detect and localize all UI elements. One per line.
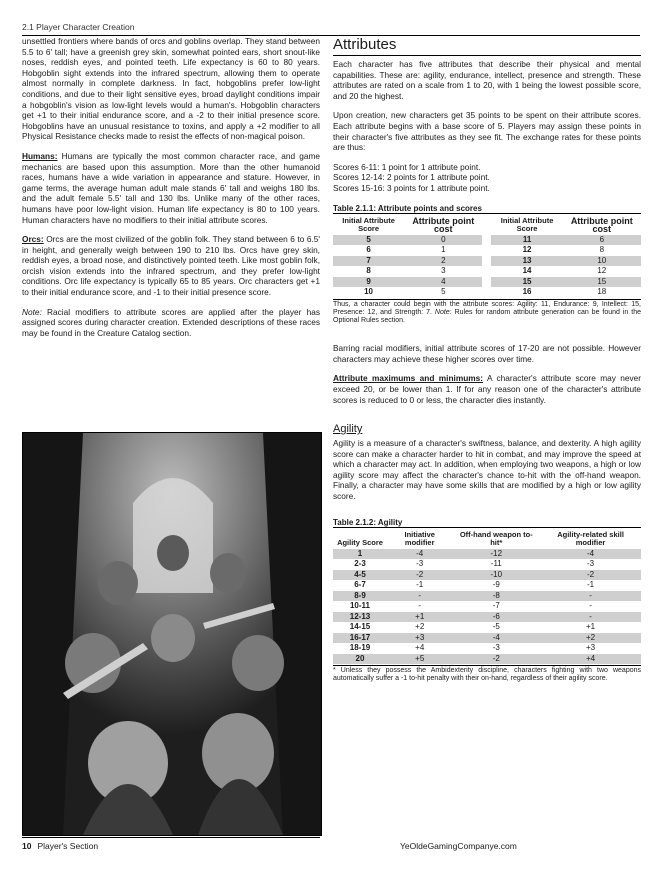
- table2-header: Agility Score: [337, 538, 383, 548]
- table2-cell: -2: [452, 654, 540, 665]
- table2-row: [333, 601, 641, 612]
- table2-cell: +3: [586, 643, 596, 653]
- table1-spacer: [482, 277, 491, 288]
- table2-cell: -10: [452, 570, 540, 581]
- maxmin-text: A character's attribute score may never exceed 20, or be lower than 1. If for any reason one of the character's attribute scores is reduced to 0 or less, the character dies instantly.: [333, 373, 641, 405]
- table1-row: [333, 277, 641, 288]
- footer-section: Player's Section: [37, 841, 99, 851]
- fantasy-illustration: [22, 432, 322, 836]
- attribute-points-table: [333, 216, 641, 298]
- table1-cell: 5: [333, 235, 404, 246]
- table1-cell: 15: [563, 277, 641, 288]
- table1-cell: 14: [522, 266, 532, 276]
- attribute-limits-paragraph: Barring racial modifiers, initial attribute scores of 17-20 are not possible. However characters may achieve these higher scores over time.: [333, 343, 641, 364]
- page-number: 10: [22, 841, 32, 851]
- table2-cell: +3: [387, 633, 452, 644]
- table1-cell: 10: [563, 256, 641, 267]
- table2-caption: Table 2.1.2: Agility: [333, 518, 641, 528]
- table2-note: * Unless they possess the Ambidexterity discipline, characters fighting with two weapons automatically suffer a -1 to-hit penalty with their on-hand, regardless of their agility score.: [333, 667, 641, 683]
- orcs-label: Orcs:: [22, 234, 44, 245]
- table1-cell: 8: [599, 245, 605, 255]
- table1-note: [333, 299, 641, 326]
- table1-row: [333, 235, 641, 246]
- table1-spacer: [482, 266, 491, 277]
- humans-label: Humans:: [22, 150, 58, 161]
- table1-row: [333, 287, 641, 298]
- table2-cell: 6-7: [354, 580, 366, 590]
- footer-rule: [22, 837, 320, 838]
- table1-spacer: [482, 216, 491, 235]
- table2-header: Agility-related skill modifier: [557, 529, 624, 548]
- table2-cell: -11: [490, 559, 502, 569]
- table2-cell: +4: [415, 643, 425, 653]
- table2-cell: -1: [416, 580, 424, 590]
- table2-cell: 8-9: [333, 591, 387, 602]
- table2-row: [333, 559, 641, 570]
- table2-cell: -: [540, 591, 641, 602]
- table2-cell: -7: [492, 601, 500, 611]
- table1-cell: 4: [404, 277, 482, 288]
- table1-cell: 15: [491, 277, 562, 288]
- table1-cell: 0: [404, 235, 482, 246]
- table1-caption: Table 2.1.1: Attribute points and scores: [333, 204, 641, 214]
- table2-cell: -: [540, 612, 641, 623]
- table2-row: [333, 591, 641, 602]
- table1-note-text-2: Rules for random attribute generation can be found in the Optional Rules section.: [333, 308, 641, 324]
- table1-header: Attribute point cost: [570, 215, 633, 235]
- table1-body: [333, 235, 641, 298]
- table1-cell: 5: [441, 287, 446, 297]
- table2-cell: -4: [540, 549, 641, 560]
- table1-cell: 8: [366, 266, 371, 276]
- table2-cell: -: [418, 601, 422, 611]
- table1-header: Attribute point cost: [412, 215, 475, 235]
- orcs-paragraph: [22, 234, 320, 298]
- hobgoblin-paragraph: unsettled frontiers where bands of orcs and goblins overlap. They stand between 5.5 to 6' tall; have a greenish grey skin, somewhat pointed ears, short snout-like noses, reddish eyes, and pointed teeth. Life expectancy is 60 to 80 years. Hobgoblin sight extends into the infrared spectrum, allowing them to operate almost normally in complete darkness. In fact, hobgoblins prefer low-light conditions, and due to their light sensitive eyes, broad daylight conditions impair a hobgoblin's vision as low-light levels would a human's. Hobgoblin characters get +1 to their initial endurance score, and a -2 to their initial presence score. Hobgoblins have an unusual resistance to toxins, and apply a +2 modifier to all Physical Resistance checks made to resist the effects of non-magical poison.: [22, 36, 320, 142]
- table2-cell: -3: [587, 559, 595, 569]
- table2-cell: -6: [452, 612, 540, 623]
- exchange-rate: Scores 12-14: 2 points for 1 attribute point.: [333, 172, 490, 183]
- table2-header: Off-hand weapon to-hit*: [459, 529, 533, 548]
- table2-row: [333, 643, 641, 654]
- attributes-points-paragraph: Upon creation, new characters get 35 points to be spent on their attribute scores. Each attribute begins with a base score of 5. Players may assign these points in their character's five attributes as they see fit. The exchange rates for these points are thus:: [333, 110, 641, 153]
- table1-row: [333, 245, 641, 256]
- agility-paragraph: Agility is a measure of a character's swiftness, balance, and dexterity. A high agility score can make a character harder to hit in combat, and may improve the speed at which a character may act. In addition, when employing two weapons, a high or low agility score may affect the character's chance to-hit with the off-hand weapon. Finally, a character may have some skills that are modified by a high or low agility score.: [333, 438, 641, 502]
- table1-spacer: [482, 245, 491, 256]
- table1-header: Initial Attribute Score: [342, 215, 395, 234]
- table1-cell: 12: [597, 266, 607, 276]
- table1-cell: 6: [563, 235, 641, 246]
- table2-cell: +4: [540, 654, 641, 665]
- footer-site: YeOldeGamingCompanye.com: [400, 841, 517, 851]
- table2-cell: -: [589, 601, 592, 611]
- table1-row: [333, 256, 641, 267]
- humans-text: Humans are typically the most common character race, and game mechanics are based upon this assumption. More than the other humanoid races, humans have a wide variation in appearance and stature. However, in game terms, the average human adult male stands 6' tall and weighs 180 lbs. and the adult female 5.5' tall and 130 lbs. Unlike many of the other races, humans have poor low-light vision. Human life expectancy is 80 to 100 years. Human characters have no modifiers to their initial attribute scores.: [22, 150, 320, 225]
- note-paragraph: [22, 307, 320, 339]
- table2-cell: -9: [492, 580, 500, 590]
- left-column: [22, 36, 320, 347]
- table2-row: [333, 549, 641, 560]
- exchange-rates: [333, 162, 641, 194]
- orcs-text: Orcs are the most civilized of the goblin folk. They stand between 6 to 6.5' in height, and generally weigh between 190 to 210 lbs. Orcs have grey skin, reddish eyes, a broad nose, and distinctively pointed teeth. Like most goblin folk, orcish vision extends into the infrared spectrum, and they prefer low-light conditions. Orc life expectancy is typically 65 to 85 years. Orc characters get +1 to their initial endurance score, and -1 to their initial presence score.: [22, 234, 320, 298]
- table2-cell: 2-3: [354, 559, 366, 569]
- table2-cell: -3: [492, 643, 500, 653]
- table2-cell: +2: [540, 633, 641, 644]
- table1-cell: 11: [491, 235, 562, 246]
- table2-cell: +1: [586, 622, 596, 632]
- table1-spacer: [482, 235, 491, 246]
- humans-paragraph: [22, 151, 320, 225]
- table2-cell: -4: [452, 633, 540, 644]
- table2-row: [333, 580, 641, 591]
- table1-note-text: Thus, a character could begin with the attribute scores: Agility: 11, Endurance: 9, Intellect: 15, Presence: 12, and Strength: 7.: [333, 300, 641, 316]
- table1-cell: 10: [364, 287, 374, 297]
- agility-table: [333, 530, 641, 665]
- table2-cell: 4-5: [333, 570, 387, 581]
- table2-cell: -: [387, 591, 452, 602]
- table2-cell: -8: [452, 591, 540, 602]
- footer-left: [22, 841, 98, 851]
- section-heading: 2.1 Player Character Creation: [22, 22, 135, 32]
- table1-row: [333, 266, 641, 277]
- table1-cell: 1: [441, 245, 446, 255]
- attributes-intro: Each character has five attributes that describe their physical and mental capabilities. These are: agility, endurance, intellect, presence and strength. These attributes are rated on a scale from 1 to 20, with 1 being the lowest possible score, and 20 the highest.: [333, 59, 641, 101]
- table1-cell: 3: [441, 266, 446, 276]
- table2-cell: 14-15: [349, 622, 371, 632]
- page-header: [22, 22, 640, 36]
- table1-spacer: [482, 287, 491, 298]
- table1-cell: 18: [597, 287, 607, 297]
- exchange-rate: Scores 6-11: 1 point for 1 attribute point.: [333, 161, 481, 172]
- table2-row: [333, 654, 641, 665]
- table2-cell: +1: [387, 612, 452, 623]
- table1-header: Initial Attribute Score: [500, 215, 554, 234]
- illustration-art: [23, 433, 321, 835]
- right-column: [333, 36, 641, 684]
- table2-cell: -4: [387, 549, 452, 560]
- table2-row: [333, 622, 641, 633]
- table2-cell: +5: [387, 654, 452, 665]
- agility-heading: Agility: [333, 423, 363, 436]
- table1-cell: 7: [333, 256, 404, 267]
- table2-cell: -5: [492, 622, 500, 632]
- table2-row: [333, 612, 641, 623]
- table2-cell: -2: [540, 570, 641, 581]
- table2-row: [333, 570, 641, 581]
- table2-cell: 12-13: [333, 612, 387, 623]
- table2-body: [333, 549, 641, 665]
- table1-cell: 9: [333, 277, 404, 288]
- table1-cell: 2: [404, 256, 482, 267]
- table1-cell: 13: [491, 256, 562, 267]
- table1-spacer: [482, 256, 491, 267]
- table1-cell: 12: [522, 245, 532, 255]
- table2-cell: 16-17: [333, 633, 387, 644]
- maxmin-paragraph: [333, 373, 641, 405]
- exchange-rate: Scores 15-16: 3 points for 1 attribute point.: [333, 182, 490, 193]
- table2-cell: 1: [333, 549, 387, 560]
- table2-cell: -2: [387, 570, 452, 581]
- table2-cell: +2: [415, 622, 425, 632]
- table1-cell: 6: [366, 245, 371, 255]
- attributes-heading: Attributes: [333, 36, 641, 56]
- table2-cell: -12: [452, 549, 540, 560]
- table2-cell: 20: [333, 654, 387, 665]
- table2-cell: 10-11: [349, 601, 371, 611]
- table1-note-label: Note:: [434, 308, 452, 316]
- table2-header: Initiative modifier: [404, 529, 435, 548]
- maxmin-label: Attribute maximums and minimums:: [333, 373, 484, 384]
- table2-row: [333, 633, 641, 644]
- table2-cell: -3: [416, 559, 424, 569]
- note-text: Racial modifiers to attribute scores are applied after the player has assigned scores during character creation. Extended descriptions of these races may be found in the Creature Catalog section.: [22, 306, 320, 338]
- table2-cell: -1: [587, 580, 595, 590]
- note-label: Note:: [22, 306, 42, 317]
- table2-cell: 18-19: [349, 643, 371, 653]
- table1-cell: 16: [522, 287, 532, 297]
